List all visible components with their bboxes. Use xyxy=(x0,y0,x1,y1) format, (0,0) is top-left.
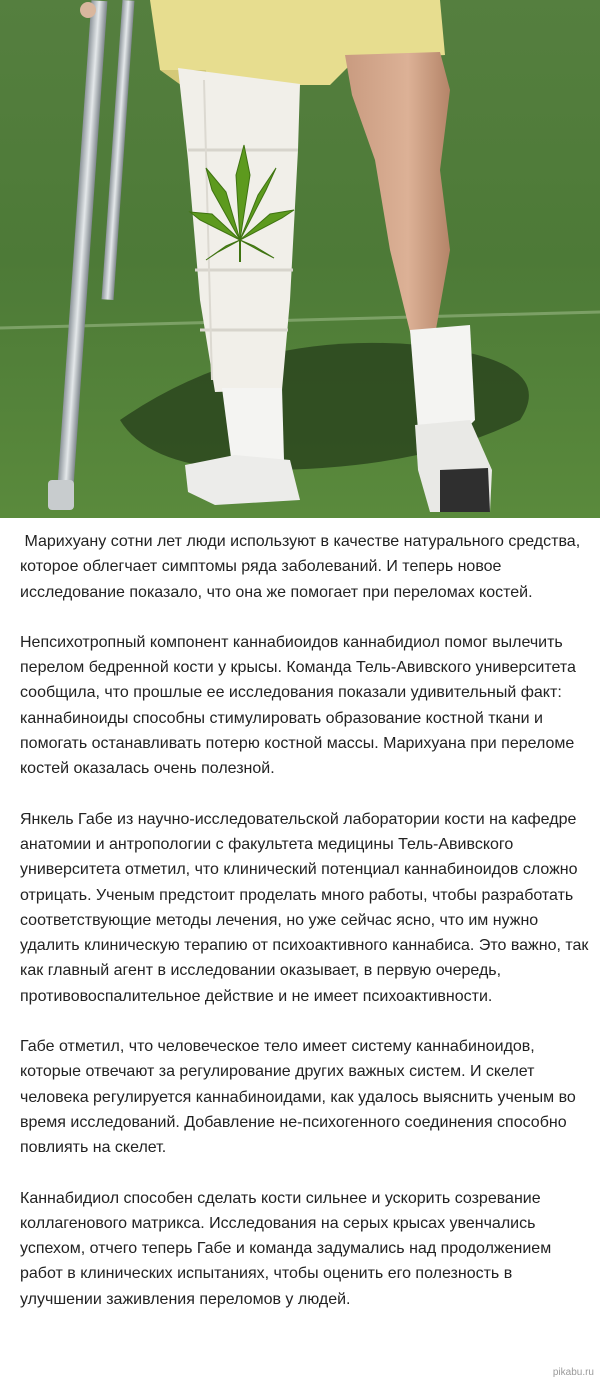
watermark: pikabu.ru xyxy=(552,1367,594,1378)
article-paragraph: Марихуану сотни лет люди используют в качестве натурального средства, которое облегчает симптомы ряда заболеваний. И теперь новое исследование показало, что она же помогает при переломах костей. xyxy=(20,533,585,601)
article-paragraph: Габе отметил, что человеческое тело имеет систему каннабиноидов, которые отвечают за регулирование других важных систем. И скелет человека регулируется каннабиноидами, как удалось выяснить ученым во время исследований. Добавление не-психогенного соединения способно повлиять на скелет. xyxy=(20,1038,581,1157)
article-paragraph: Каннабидиол способен сделать кости сильнее и ускорить созревание коллагенового матрикса. Исследования на серых крысах увенчались успехом, отчего теперь Габе и команда задумались над продолжением работ в клинических испытаниях, чтобы оценить его полезность в улучшении заживления переломов у людей. xyxy=(20,1189,556,1308)
article-paragraph: Непсихотропный компонент каннабиоидов каннабидиол помог вылечить перелом бедренной кости у крысы. Команда Тель-Авивского университета сообщила, что прошлые ее исследования показали удивительный факт: каннабиноиды способны стимулировать образование костной ткани и помогать останавливать потерю костной массы. Марихуана при переломе костей оказалась очень полезной. xyxy=(20,633,581,778)
article-paragraph: Янкель Габе из научно-исследовательской лаборатории кости на кафедре анатомии и антропологии с факультета медицины Тель-Авивского университета отметил, что клинический потенциал каннабиноидов сложно отрицать. Ученым предстоит проделать много работы, чтобы разработать соответствующие методы лечения, но уже сейчас ясно, что им нужно удалить клиническую терапию от психоактивного каннабиса. Это важно, так как главный агент в исследовании оказывает, в первую очередь, противовоспалительное действие и не имеет психоактивности. xyxy=(20,810,593,1005)
article-body xyxy=(20,529,593,1337)
article-photo xyxy=(0,0,600,518)
